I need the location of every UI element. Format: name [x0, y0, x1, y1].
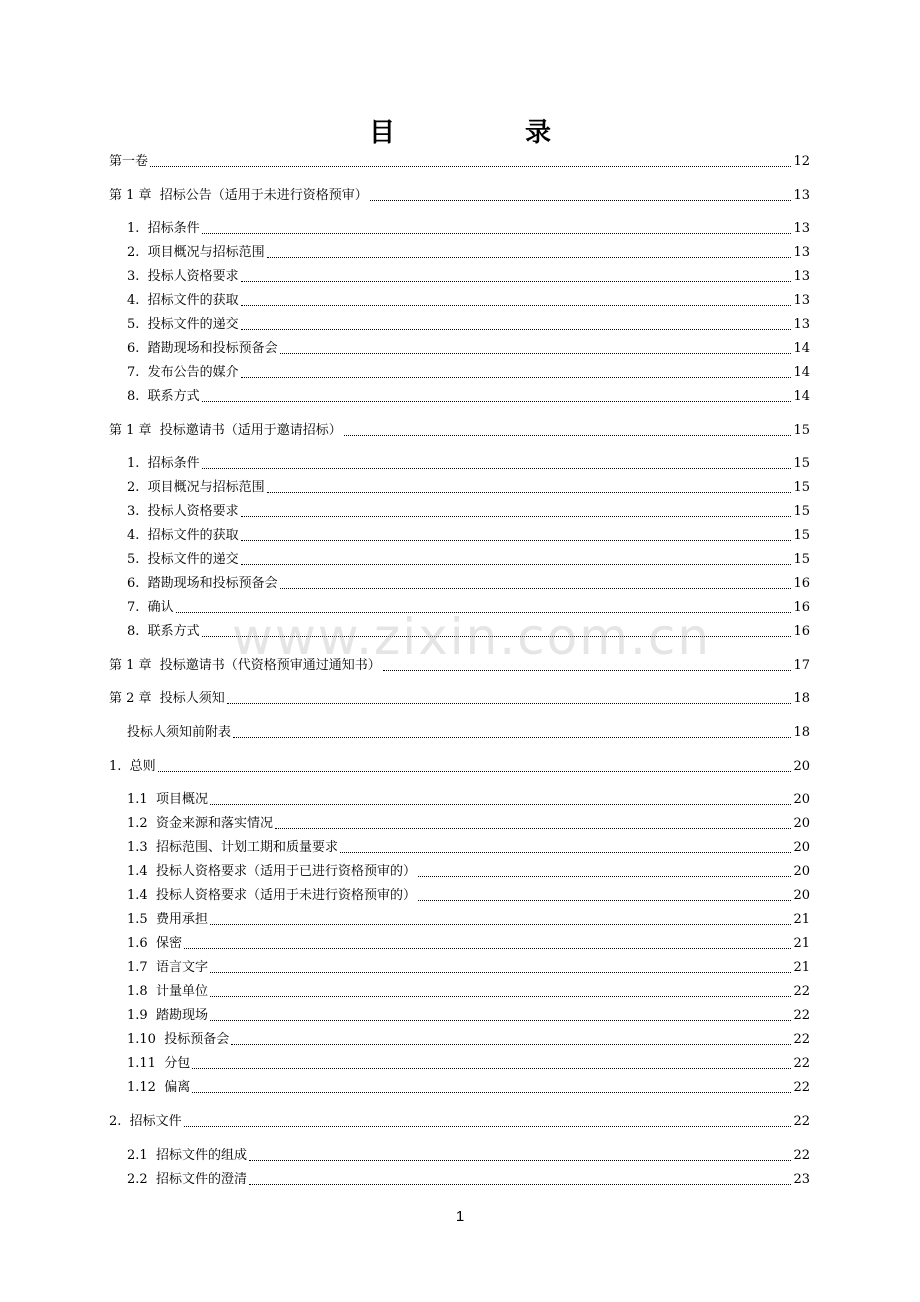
- toc-entry-label: 1. 招标条件: [127, 221, 200, 236]
- toc-leader-dots: [202, 400, 792, 402]
- toc-entry-label: 4. 招标文件的获取: [127, 528, 239, 543]
- toc-entry-page: 20: [793, 888, 810, 903]
- toc-entry-label: 3. 投标人资格要求: [127, 504, 239, 519]
- toc-leader-dots: [241, 328, 792, 330]
- toc-leader-dots: [233, 736, 791, 738]
- toc-entry[interactable]: [109, 758, 810, 776]
- toc-entry[interactable]: [109, 690, 810, 708]
- toc-entry[interactable]: [127, 455, 810, 473]
- toc-entry-label: 3. 投标人资格要求: [127, 269, 239, 284]
- toc-entry-label: 1.11 分包: [127, 1056, 191, 1071]
- toc-leader-dots: [370, 199, 792, 201]
- toc-entry[interactable]: [127, 815, 810, 833]
- toc-entry[interactable]: [127, 388, 810, 406]
- toc-entry[interactable]: [127, 839, 810, 857]
- toc-entry[interactable]: [127, 292, 810, 310]
- toc-entry[interactable]: [127, 1007, 810, 1025]
- page-number: 1: [455, 1208, 465, 1225]
- toc-leader-dots: [418, 875, 792, 877]
- toc-entry-label: 1.6 保密: [127, 936, 182, 951]
- toc-entry-label: 6. 踏勘现场和投标预备会: [127, 576, 278, 591]
- toc-entry-label: 第 1 章 招标公告（适用于未进行资格预审）: [109, 188, 368, 203]
- toc-leader-dots: [231, 1043, 791, 1045]
- toc-entry[interactable]: [127, 1079, 810, 1097]
- toc-leader-dots: [241, 539, 792, 541]
- toc-entry-page: 21: [793, 936, 810, 951]
- toc-entry-label: 2.2 招标文件的澄清: [127, 1172, 247, 1187]
- toc-entry-page: 20: [793, 864, 810, 879]
- toc-entry-label: 第 1 章 投标邀请书（适用于邀请招标）: [109, 423, 342, 438]
- toc-entry-label: 1.10 投标预备会: [127, 1032, 230, 1047]
- toc-entry[interactable]: [127, 340, 810, 358]
- toc-leader-dots: [241, 563, 792, 565]
- toc-leader-dots: [150, 165, 791, 167]
- toc-leader-dots: [202, 232, 792, 234]
- toc-entry[interactable]: [127, 1055, 810, 1073]
- toc-leader-dots: [280, 587, 792, 589]
- toc-entry-page: 22: [793, 984, 810, 999]
- toc-entry-page: 15: [793, 552, 810, 567]
- toc-entry[interactable]: [127, 1031, 810, 1049]
- toc-entry[interactable]: [127, 724, 810, 742]
- toc-entry[interactable]: [127, 863, 810, 881]
- toc-leader-dots: [241, 280, 792, 282]
- toc-entry-page: 15: [793, 480, 810, 495]
- toc-entry[interactable]: [127, 959, 810, 977]
- toc-leader-dots: [249, 1159, 792, 1161]
- toc-entry-label: 1.2 资金来源和落实情况: [127, 816, 273, 831]
- toc-entry-label: 1.3 招标范围、计划工期和质量要求: [127, 840, 338, 855]
- toc-entry-label: 5. 投标文件的递交: [127, 552, 239, 567]
- toc-entry-page: 22: [793, 1056, 810, 1071]
- toc-leader-dots: [158, 770, 792, 772]
- toc-leader-dots: [267, 491, 792, 493]
- toc-entry-label: 1.5 费用承担: [127, 912, 208, 927]
- toc-entry-page: 22: [793, 1080, 810, 1095]
- toc-entry-label: 4. 招标文件的获取: [127, 293, 239, 308]
- toc-leader-dots: [267, 256, 792, 258]
- toc-entry-page: 21: [793, 960, 810, 975]
- toc-entry[interactable]: [127, 268, 810, 286]
- toc-entry-page: 20: [793, 840, 810, 855]
- toc-leader-dots: [202, 467, 792, 469]
- toc-entry[interactable]: [127, 503, 810, 521]
- toc-entry-label: 1.7 语言文字: [127, 960, 208, 975]
- toc-entry-page: 14: [793, 341, 810, 356]
- toc-entry-page: 16: [793, 624, 810, 639]
- toc-entry-page: 17: [793, 658, 810, 673]
- toc-entry-label: 1. 总则: [109, 759, 156, 774]
- toc-leader-dots: [210, 1019, 792, 1021]
- toc-leader-dots: [210, 803, 792, 805]
- toc-entry-label: 5. 投标文件的递交: [127, 317, 239, 332]
- toc-entry-label: 7. 确认: [127, 600, 174, 615]
- toc-entry[interactable]: [127, 1171, 810, 1189]
- toc-entry-page: 21: [793, 912, 810, 927]
- toc-entry-page: 22: [793, 1008, 810, 1023]
- toc-entry-label: 8. 联系方式: [127, 624, 200, 639]
- toc-entry-page: 20: [793, 816, 810, 831]
- toc-entry[interactable]: [127, 479, 810, 497]
- toc-entry[interactable]: [127, 220, 810, 238]
- toc-entry[interactable]: [127, 935, 810, 953]
- toc-entry[interactable]: [127, 911, 810, 929]
- toc-entry[interactable]: [127, 575, 810, 593]
- toc-entry-label: 1.4 投标人资格要求（适用于已进行资格预审的）: [127, 864, 416, 879]
- toc-leader-dots: [210, 923, 792, 925]
- toc-entry-page: 15: [793, 528, 810, 543]
- toc-entry[interactable]: [127, 791, 810, 809]
- toc-entry[interactable]: [127, 527, 810, 545]
- toc-entry[interactable]: [109, 153, 810, 171]
- toc-entry-label: 1.8 计量单位: [127, 984, 208, 999]
- toc-entry-page: 13: [793, 245, 810, 260]
- toc-leader-dots: [210, 971, 792, 973]
- toc-entry[interactable]: [127, 1147, 810, 1165]
- toc-entry-page: 12: [793, 154, 810, 169]
- toc-entry[interactable]: [109, 187, 810, 205]
- toc-entry-label: 1.4 投标人资格要求（适用于未进行资格预审的）: [127, 888, 416, 903]
- toc-leader-dots: [241, 304, 792, 306]
- toc-entry-page: 18: [793, 691, 810, 706]
- toc-entry-page: 15: [793, 504, 810, 519]
- toc-entry-label: 2. 项目概况与招标范围: [127, 480, 265, 495]
- toc-entry-page: 14: [793, 389, 810, 404]
- toc-leader-dots: [418, 899, 792, 901]
- toc-leader-dots: [192, 1091, 791, 1093]
- toc-entry-label: 1. 招标条件: [127, 456, 200, 471]
- toc-entry[interactable]: [109, 422, 810, 440]
- toc-entry[interactable]: [127, 551, 810, 569]
- toc-entry-page: 14: [793, 365, 810, 380]
- toc-entry[interactable]: [127, 244, 810, 262]
- toc-entry-label: 第 1 章 投标邀请书（代资格预审通过通知书）: [109, 658, 381, 673]
- toc-entry-page: 13: [793, 293, 810, 308]
- toc-leader-dots: [241, 376, 792, 378]
- toc-entry-page: 18: [793, 725, 810, 740]
- toc-entry-page: 22: [793, 1032, 810, 1047]
- toc-leader-dots: [280, 352, 792, 354]
- toc-entry[interactable]: [127, 316, 810, 334]
- toc-entry-page: 15: [793, 423, 810, 438]
- toc-entry-page: 20: [793, 759, 810, 774]
- toc-leader-dots: [249, 1183, 792, 1185]
- toc-entry-label: 第一卷: [109, 154, 149, 169]
- document-title: 目 录: [368, 118, 603, 148]
- toc-entry-page: 13: [793, 269, 810, 284]
- toc-leader-dots: [383, 669, 792, 671]
- toc-leader-dots: [192, 1067, 791, 1069]
- toc-entry-page: 13: [793, 221, 810, 236]
- toc-entry-page: 15: [793, 456, 810, 471]
- toc-entry-label: 1.12 偏离: [127, 1080, 191, 1095]
- toc-entry-label: 7. 发布公告的媒介: [127, 365, 239, 380]
- toc-entry-page: 13: [793, 317, 810, 332]
- toc-entry-label: 1.9 踏勘现场: [127, 1008, 208, 1023]
- toc-entry-page: 16: [793, 600, 810, 615]
- toc-entry-label: 6. 踏勘现场和投标预备会: [127, 341, 278, 356]
- toc-entry-page: 13: [793, 188, 810, 203]
- toc-entry-page: 20: [793, 792, 810, 807]
- toc-entry-label: 2.1 招标文件的组成: [127, 1148, 247, 1163]
- toc-entry-page: 23: [793, 1172, 810, 1187]
- toc-entry[interactable]: [127, 887, 810, 905]
- toc-entry-page: 22: [793, 1148, 810, 1163]
- watermark: www.zixin.com.cn: [232, 608, 712, 666]
- toc-leader-dots: [227, 702, 792, 704]
- toc-leader-dots: [210, 995, 792, 997]
- toc-entry-page: 16: [793, 576, 810, 591]
- toc-leader-dots: [344, 434, 792, 436]
- toc-entry-page: 22: [793, 1114, 810, 1129]
- toc-entry-label: 投标人须知前附表: [127, 725, 232, 740]
- toc-entry[interactable]: [109, 1113, 810, 1131]
- toc-leader-dots: [241, 515, 792, 517]
- toc-entry-label: 第 2 章 投标人须知: [109, 691, 225, 706]
- toc-leader-dots: [340, 851, 792, 853]
- toc-leader-dots: [184, 1125, 792, 1127]
- toc-entry-label: 8. 联系方式: [127, 389, 200, 404]
- toc-entry-label: 2. 招标文件: [109, 1114, 182, 1129]
- toc-leader-dots: [275, 827, 792, 829]
- toc-leader-dots: [184, 947, 792, 949]
- toc-entry[interactable]: [127, 983, 810, 1001]
- toc-entry[interactable]: [127, 364, 810, 382]
- toc-entry-label: 2. 项目概况与招标范围: [127, 245, 265, 260]
- toc-entry-label: 1.1 项目概况: [127, 792, 208, 807]
